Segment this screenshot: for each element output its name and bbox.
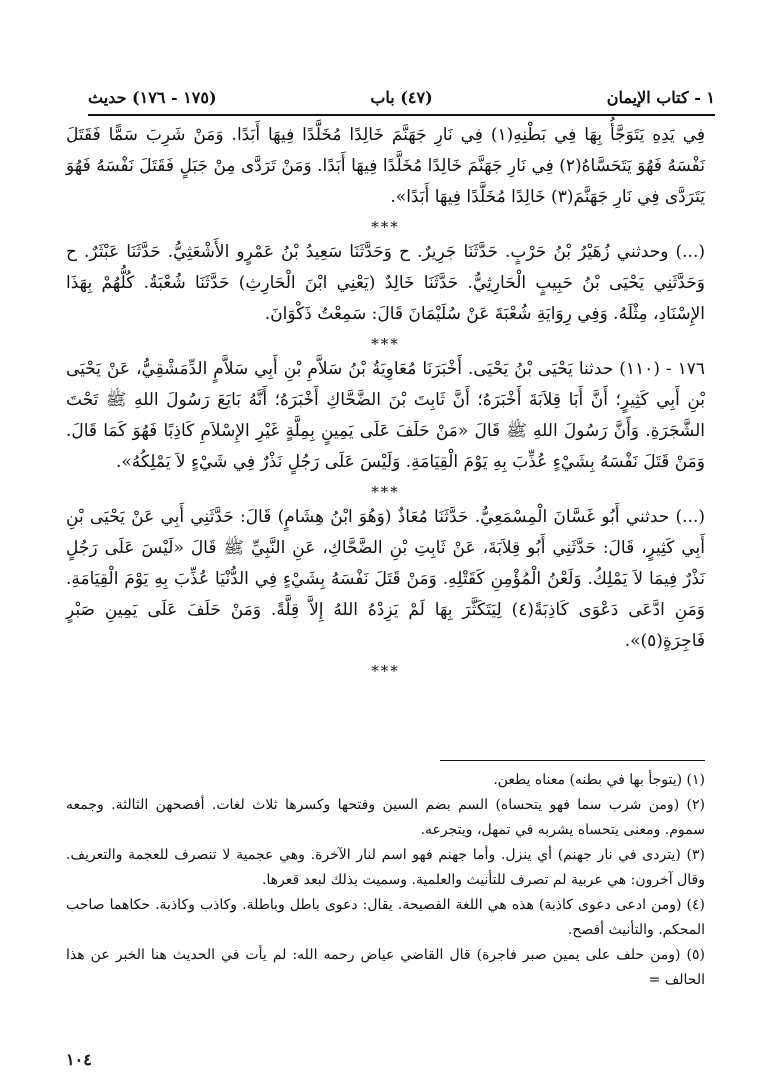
footnote: (٤) (ومن ادعى دعوى كاذبة) هذه هي اللغة الفصيحة. يقال: دعوى باطل وباطلة. وكاذب وكاذبة. حكاهما صاحب المحكم. والتأنيث أفصح.	[66, 897, 705, 938]
hadith-chain: (...) وحدثني زُهَيْرُ بْنُ حَرْبٍ. حَدَّثَنَا جَرِيرٌ. ح وَحَدَّثَنَا سَعِيدُ بْنُ عَمْرٍو الأَشْعَثِيُّ. حَدَّثَنَا عَبْثَرٌ. ح وَحَدَّثَنِي يَحْيَى بْنُ حَبِيبٍ الْحَارِثِيُّ. حَدَّثَنَا خَالِدٌ (يَعْنِي ابْنَ الْحَارِثِ) حَدَّثَنَا شُعْبَةُ. كُلُّهُمْ بِهَذَا الإِسْنَادِ، مِثْلَهُ. وَفِي رِوَايَةِ شُعْبَةَ عَنْ سُلَيْمَانَ قَالَ: سَمِعْتُ ذَكْوَانَ.	[66, 242, 705, 324]
separator: ***	[371, 218, 400, 236]
header-chapter: (٤٧) باب	[370, 88, 433, 107]
header-rule	[88, 114, 715, 116]
header-book-title: ١ - كتاب الإيمان	[606, 88, 715, 107]
footnote: (١) (يتوجأ بها في بطنه) معناه يطعن.	[493, 772, 705, 788]
separator: ***	[371, 335, 400, 353]
footnote: (٥) (ومن حلف على يمين صبر فاجرة) قال القاضي عياض رحمه الله: لم يأت في الحديث هنا الخبر عن هذا الحالف =	[66, 947, 705, 988]
footnote: (٢) (ومن شرب سما فهو يتحساه) السم بضم السين وفتحها وكسرها ثلاث لغات. أفصحهن الثالثة. وجمعه سموم. ومعنى يتحساه يشربه في تمهل، ويتجرعه.	[66, 797, 705, 838]
footnotes	[66, 768, 705, 993]
hadith-variant: (...) حدثني أَبُو غَسَّانَ الْمِسْمَعِيُّ. حَدَّثَنَا مُعَاذٌ (وَهُوَ ابْنُ هِشَامٍ) قَالَ: حَدَّثَنِي أَبِي عَنْ يَحْيَى بْنِ أَبِي كَثِيرٍ، قَالَ: حَدَّثَنِي أَبُو قِلاَبَةَ، عَنْ ثَابِتِ بْنِ الضَّحَّاكِ، عَنِ النَّبِيِّ ﷺ قَالَ «لَيْسَ عَلَى رَجُلٍ نَذْرٌ فِيمَا لاَ يَمْلِكُ. وَلَعْنُ الْمُؤْمِنِ كَقَتْلِهِ. وَمَنْ قَتَلَ نَفْسَهُ بِشَيْءٍ فِي الدُّنْيَا عُذِّبَ بِهِ يَوْمَ الْقِيَامَةِ. وَمَنِ ادَّعَى دَعْوَى كَاذِبَةً(٤) لِيَتَكَثَّرَ بِهَا لَمْ يَزِدْهُ اللهُ إِلاَّ قِلَّةً. وَمَنْ حَلَفَ عَلَى يَمِينِ صَبْرٍ فَاجِرَةٍ(٥)».	[66, 507, 705, 651]
separator: ***	[371, 483, 400, 501]
header-hadith-range: (١٧٥ - ١٧٦) حديث	[88, 88, 217, 107]
page-number: ١٠٤	[66, 1050, 92, 1069]
footnote: (٣) (يتردى في نار جهنم) أي ينزل. وأما جهنم فهو اسم لنار الآخرة. وهي عجمية لا تنصرف للعجمة والتعريف. وقال آخرون: هي عربية لم تصرف للتأنيث والعلمية. وسميت بذلك لبعد قعرها.	[66, 847, 705, 888]
separator: ***	[371, 662, 400, 680]
main-text	[66, 120, 705, 681]
page-header	[88, 80, 715, 116]
footnote-rule	[440, 760, 705, 761]
hadith-continuation: فِي يَدِهِ يَتَوَجَّأُ بِهَا فِي بَطْنِهِ(١) فِي نَارِ جَهَنَّمَ خَالِدًا مُخَلَّدًا فِيهَا أَبَدًا. وَمَنْ شَرِبَ سَمًّا فَقَتَلَ نَفْسَهُ فَهُوَ يَتَحَسَّاهُ(٢) فِي نَارِ جَهَنَّمَ خَالِدًا مُخَلَّدًا فِيهَا أَبَدًا. وَمَنْ تَرَدَّى مِنْ جَبَلٍ فَقَتَلَ نَفْسَهُ فَهُوَ يَتَرَدَّى فِي نَارِ جَهَنَّمَ(٣) خَالِدًا مُخَلَّدًا فِيهَا أَبَدًا».	[66, 125, 705, 207]
hadith-176: ١٧٦ - (١١٠) حدثنا يَحْيَى بْنُ يَحْيَى. أَخْبَرَنَا مُعَاوِيَةُ بْنُ سَلاَّمِ بْنِ أَبِي سَلاَّمٍ الدِّمَشْقِيُّ، عَنْ يَحْيَى بْنِ أَبِي كَثِيرٍ؛ أَنَّ أَبَا قِلاَبَةَ أَخْبَرَهُ؛ أَنَّ ثَابِتَ بْنَ الضَّحَّاكِ أَخْبَرَهُ؛ أَنَّهُ بَايَعَ رَسُولَ اللهِ ﷺ تَحْتَ الشَّجَرَةِ. وَأَنَّ رَسُولَ اللهِ ﷺ قَالَ «مَنْ حَلَفَ عَلَى يَمِينٍ بِمِلَّةٍ غَيْرِ الإِسْلاَمِ كَاذِبًا فَهُوَ كَمَا قَالَ. وَمَنْ قَتَلَ نَفْسَهُ بِشَيْءٍ عُذِّبَ بِهِ يَوْمَ الْقِيَامَةِ. وَلَيْسَ عَلَى رَجُلٍ نَذْرٌ فِي شَيْءٍ لاَ يَمْلِكُهُ».	[66, 359, 705, 472]
